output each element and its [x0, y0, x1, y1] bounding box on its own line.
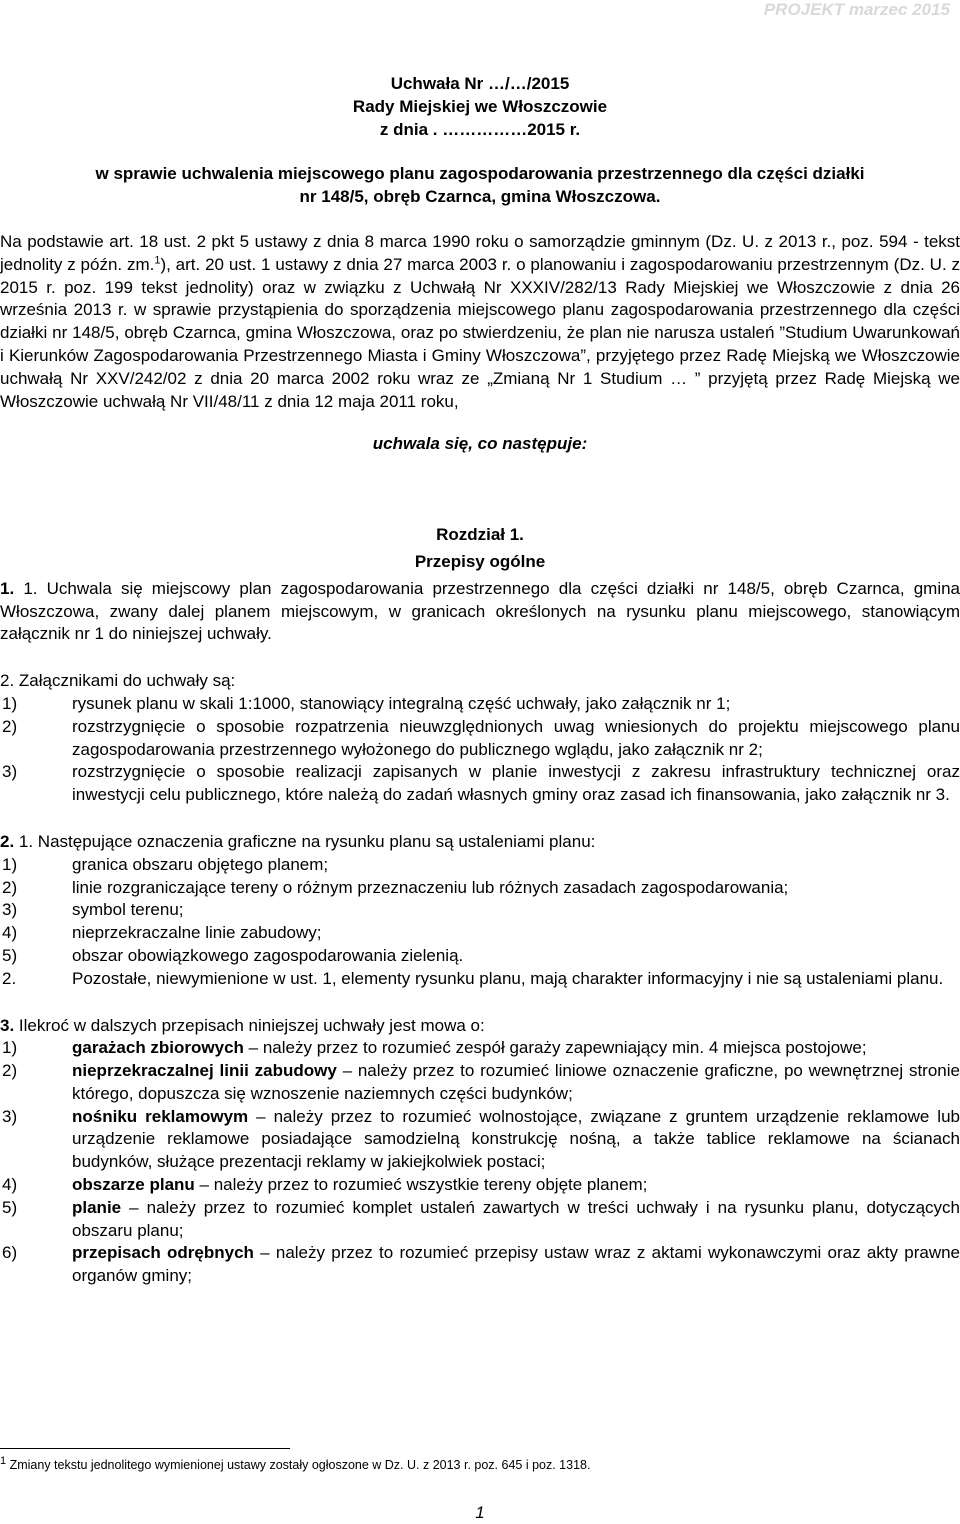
- list-item-number: 3): [2, 762, 18, 782]
- section-2-paragraph-2: [0, 968, 960, 991]
- list-item-text: granica obszaru objętego planem;: [72, 854, 329, 874]
- list-item-number: 5): [2, 945, 18, 965]
- list-item-number: 2.: [2, 968, 17, 988]
- list-item: [0, 716, 960, 762]
- definition-item: [0, 1060, 960, 1106]
- list-item-number: 3): [2, 1106, 18, 1126]
- list-item: [0, 693, 960, 716]
- definition-item: [0, 1174, 960, 1197]
- section-1-paragraph-1: [0, 578, 960, 646]
- definition-text: – należy przez to rozumieć liniowe oznaczenie graficzne, po wewnętrznej stronie którego, dopuszcza się wznoszenie naziemnych części budynków;: [72, 1061, 960, 1103]
- preamble-text-2: ), art. 20 ust. 1 ustawy z dnia 27 marca 2003 r. o planowaniu i zagospodarowaniu przestrzennym (Dz. U. z 2015 r. poz. 199 tekst jednolity) oraz w związku z Uchwałą Nr XXXIV/282/13 Rady Miejskiej we Włoszczowie z dnia 26 września 2013 r. w sprawie przystąpienia do sporządzenia miejscowego planu zagospodarowania przestrzennego dla części działki nr 148/5, obręb Czarnca, gmina Włoszczowa, oraz po stwierdzeniu, że plan nie narusza ustaleń ”Studium Uwarunkowań i Kierunków Zagospodarowania Przestrzennego Miasta i Gminy Włoszczowa”, przyjętego przez Radę Miejską we Włoszczowie uchwałą Nr XXV/242/02 z dnia 20 marca 2002 roku wraz ze „Zmianą Nr 1 Studium … ” przyjętą przez Radę Miejską we Włoszczowie uchwałą Nr VII/48/11 z dnia 12 maja 2011 roku,: [0, 254, 960, 411]
- section-3-intro-text: Ilekroć w dalszych przepisach niniejszej uchwały jest mowa o:: [14, 1015, 485, 1035]
- section-1-paragraph-2: 2. Załącznikami do uchwały są:: [0, 671, 236, 691]
- definition-item: [0, 1106, 960, 1174]
- list-item: [0, 899, 960, 922]
- list-item-number: 1): [2, 854, 18, 874]
- page-number: 1: [475, 1503, 485, 1522]
- definition-text: – należy przez to rozumieć wszystkie tereny objęte planem;: [194, 1175, 648, 1195]
- list-item: [0, 945, 960, 968]
- resolves-clause: uchwala się, co następuje:: [372, 434, 588, 454]
- list-item-text: rozstrzygnięcie o sposobie realizacji zapisanych w planie inwestycji z zakresu infrastruktury technicznej oraz inwestycji celu publicznego, które należą do zadań własnych gminy oraz zasad ich finansowania, jako załącznik nr 3.: [72, 762, 960, 805]
- list-item-number: 2): [2, 1061, 18, 1081]
- list-item-text: symbol terenu;: [72, 900, 184, 920]
- list-item-number: 1): [2, 1038, 18, 1058]
- list-item-text: rysunek planu w skali 1:1000, stanowiący integralną część uchwały, jako załącznik nr 1;: [72, 693, 731, 713]
- section-1-paragraph-1-text: 1. Uchwala się miejscowy plan zagospodarowania przestrzennego dla części działki nr 148/5, obręb Czarnca, gmina Włoszczowa, zwany dalej planem miejscowym, w granicach określonych na rysunku planu miejscowego, stanowiącym załącznik nr 1 do niniejszej uchwały.: [0, 578, 960, 644]
- list-item-text: Pozostałe, niewymienione w ust. 1, elementy rysunku planu, mają charakter informacyjny i nie są ustaleniami planu.: [72, 968, 944, 988]
- definition-term: nieprzekraczalnej linii zabudowy: [72, 1061, 337, 1081]
- section-3-mark: 3.: [0, 1015, 15, 1035]
- list-item-text: rozstrzygnięcie o sposobie rozpatrzenia nieuwzględnionych uwag wniesionych do projektu miejscowego planu zagospodarowania przestrzennego wyłożonego do publicznego wglądu, jako załącznik nr 2;: [72, 716, 960, 759]
- resolution-subject-line2: nr 148/5, obręb Czarnca, gmina Włoszczowa.: [299, 187, 661, 207]
- resolution-date: z dnia . ……………2015 r.: [379, 119, 581, 139]
- list-item-number: 4): [2, 1175, 18, 1195]
- section-2-paragraph-1: [0, 831, 960, 854]
- list-item-number: 3): [2, 900, 18, 920]
- definition-item: [0, 1037, 960, 1060]
- document-body: [0, 73, 960, 1288]
- list-item-text: nieprzekraczalne linie zabudowy;: [72, 923, 322, 943]
- footnote-reference: 1: [154, 254, 161, 267]
- definition-text: – należy przez to rozumieć wolnostojące, związane z gruntem urządzenie reklamowe lub urządzenie reklamowe posiadające samodzielną konstrukcję nośną, a także tablice reklamowe na ścianach budynków, służące prezentacji reklamy w jakiejkolwiek postaci;: [72, 1106, 960, 1172]
- definition-term: przepisach odrębnych: [72, 1243, 254, 1263]
- list-item-number: 2): [2, 877, 18, 897]
- list-item-number: 6): [2, 1243, 18, 1263]
- definition-term: planie: [72, 1197, 122, 1217]
- footnote-separator: [0, 1448, 290, 1449]
- list-item-number: 2): [2, 716, 18, 736]
- definition-text: – należy przez to rozumieć komplet ustaleń zawartych w treści uchwały i na rysunku planu, dotyczących obszaru planu;: [72, 1197, 960, 1240]
- section-2-mark: 2.: [0, 831, 15, 851]
- resolution-subject-line1: w sprawie uchwalenia miejscowego planu zagospodarowania przestrzennego dla części działki: [95, 164, 865, 184]
- list-item-text: linie rozgraniczające tereny o różnym przeznaczeniu lub różnych zasadach zagospodarowania;: [72, 877, 789, 897]
- footnote-mark: 1: [0, 1454, 7, 1467]
- definition-term: garażach zbiorowych: [72, 1038, 244, 1058]
- footnote-text: Zmiany tekstu jednolitego wymienionej ustawy zostały ogłoszone w Dz. U. z 2013 r. poz. 645 i poz. 1318.: [6, 1458, 591, 1472]
- list-item: [0, 877, 960, 900]
- definition-term: nośniku reklamowym: [72, 1106, 249, 1126]
- draft-watermark-header: PROJEKT marzec 2015: [763, 0, 950, 19]
- definition-term: obszarze planu: [72, 1175, 195, 1195]
- chapter-name: Przepisy ogólne: [414, 551, 546, 571]
- definition-item: [0, 1242, 960, 1288]
- council-name: Rady Miejskiej we Włoszczowie: [352, 96, 608, 116]
- list-item: [0, 761, 960, 807]
- section-3-intro: [0, 1015, 960, 1038]
- footnote: [0, 1454, 591, 1472]
- list-item-number: 4): [2, 923, 18, 943]
- list-item-text: obszar obowiązkowego zagospodarowania zielenią.: [72, 945, 464, 965]
- definition-item: [0, 1197, 960, 1243]
- resolution-number: Uchwała Nr …/…/2015: [390, 74, 570, 93]
- list-item-number: 5): [2, 1197, 18, 1217]
- list-item: [0, 854, 960, 877]
- section-2-paragraph-1-text: 1. Następujące oznaczenia graficzne na rysunku planu są ustaleniami planu:: [14, 831, 596, 851]
- definition-text: – należy przez to rozumieć zespół garaży zapewniający min. 4 miejsca postojowe;: [243, 1038, 867, 1058]
- chapter-number: Rozdział 1.: [436, 525, 524, 545]
- list-item: [0, 922, 960, 945]
- section-1-mark: 1.: [0, 578, 15, 598]
- list-item-number: 1): [2, 693, 18, 713]
- preamble: [0, 231, 960, 413]
- definition-text: – należy przez to rozumieć przepisy ustaw wraz z aktami wykonawczymi oraz akty prawne organów gminy;: [72, 1243, 960, 1286]
- preamble-text-1: Na podstawie art. 18 ust. 2 pkt 5 ustawy z dnia 8 marca 1990 roku o samorządzie gminnym (Dz. U. z 2013 r., poz. 594 - tekst jednolity z późn. zm.: [0, 231, 960, 274]
